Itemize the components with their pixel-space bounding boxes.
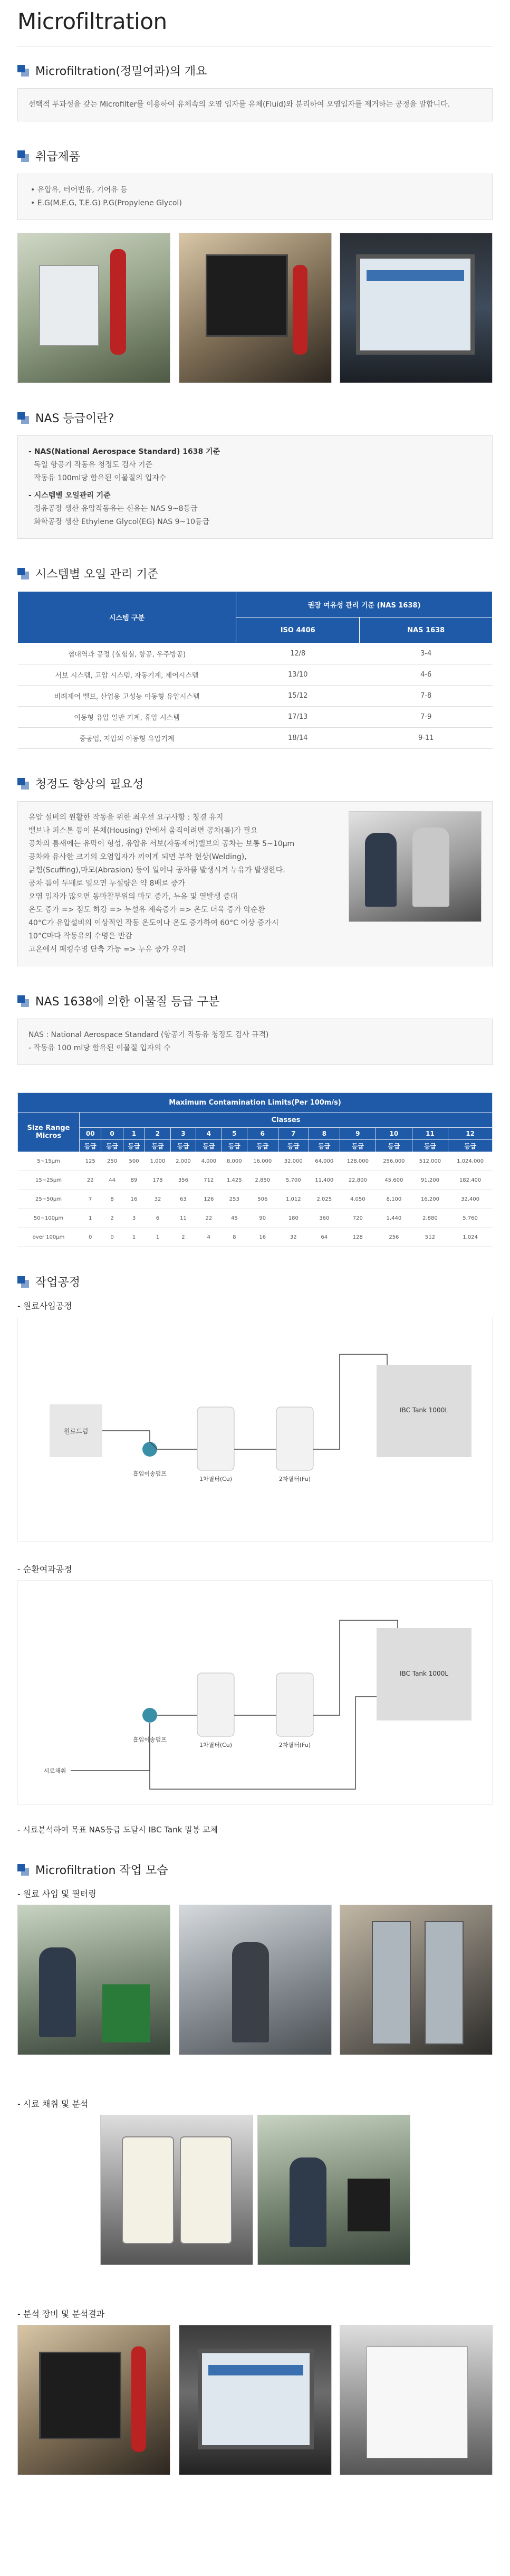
class-header: 1: [123, 1128, 145, 1140]
nas-intro-box: [17, 435, 493, 539]
grade-header: 등급: [222, 1140, 247, 1152]
limit-cell: 256,000: [376, 1152, 412, 1171]
limit-cell: 1,000: [145, 1152, 170, 1171]
section-square-icon: [17, 1276, 29, 1288]
system-table-cell: 15/12: [236, 686, 360, 707]
ibc-tank-label: IBC Tank 1000L: [399, 1406, 449, 1414]
section-square-icon: [17, 568, 29, 579]
limit-cell: 8,000: [222, 1152, 247, 1171]
pump-icon: [142, 1442, 157, 1457]
limit-cell: 712: [196, 1171, 222, 1190]
analyzer-screen-photo: [340, 233, 493, 383]
limit-cell: 500: [123, 1152, 145, 1171]
process-sub1: - 원료사입공정: [17, 1299, 493, 1311]
grade-header: 등급: [448, 1140, 493, 1152]
class-header: 8: [309, 1128, 340, 1140]
system-table-row: [18, 728, 493, 749]
products-section: [17, 148, 493, 383]
work-photos-1: [17, 1905, 493, 2055]
limit-cell: 64: [309, 1228, 340, 1247]
col-group: 권장 여유성 관리 기준 (NAS 1638): [236, 592, 493, 617]
system-table-cell: 9-11: [360, 728, 493, 749]
grade-header: 등급: [340, 1140, 376, 1152]
equipment-photo: [179, 233, 332, 383]
need-line: 밸브나 피스톤 등이 본체(Housing) 안에서 움직이려면 공차(틈)가 필요: [28, 826, 258, 835]
raw-input-flow: [18, 1317, 492, 1541]
grade-header: 등급: [145, 1140, 170, 1152]
limit-cell: 256: [376, 1228, 412, 1247]
limit-cell: 506: [247, 1190, 278, 1209]
limit-cell: 64,000: [309, 1152, 340, 1171]
limit-cell: 32,000: [278, 1152, 309, 1171]
limit-cell: 2,000: [170, 1152, 196, 1171]
pump-label: 흡입이송펌프: [133, 1470, 167, 1477]
products-photos: [17, 233, 493, 383]
overview-title: Microfiltration(정밀여과)의 개요: [35, 65, 207, 78]
limit-cell: 32: [145, 1190, 170, 1209]
contamination-table: [17, 1092, 493, 1247]
system-table-row: [18, 707, 493, 728]
class-header: 12: [448, 1128, 493, 1140]
contamination-row: [18, 1209, 493, 1228]
system-table-cell: 이동형 유압 일반 기계, 휴압 시스템: [18, 707, 236, 728]
nas-class-box: [17, 1019, 493, 1065]
class-header: 2: [145, 1128, 170, 1140]
need-line: 긁힘(Scuffing),마모(Abrasion) 등이 일어나 공차를 발생시켜 누유가 발생한다.: [28, 866, 285, 874]
grade-header: 등급: [247, 1140, 278, 1152]
limit-cell: 91,200: [412, 1171, 448, 1190]
work-photo: [179, 1905, 332, 2055]
analyzer-case-photo: [17, 2325, 170, 2475]
limit-cell: 22: [80, 1171, 101, 1190]
limit-cell: 8: [222, 1228, 247, 1247]
system-table: [17, 591, 493, 749]
work-section: [17, 1861, 493, 2475]
section-square-icon: [17, 778, 29, 790]
filter1-label: 1차필터(Cu): [199, 1476, 233, 1482]
limit-cell: 182,400: [448, 1171, 493, 1190]
col-iso: ISO 4406: [236, 617, 360, 643]
overview-box: [17, 88, 493, 121]
analyzer-screen-photo: [179, 2325, 332, 2475]
contamination-row: [18, 1190, 493, 1209]
sample-label: 시료채취: [43, 1767, 66, 1774]
nas-head: - NAS(National Aerospace Standard) 1638 기준: [28, 448, 220, 456]
limit-cell: 4,050: [340, 1190, 376, 1209]
filter2-label: 2차필터(Fu): [278, 1742, 311, 1748]
need-line: 유압 설비의 원활한 작동을 위한 최우선 요구사항 : 청결 유지: [28, 813, 224, 822]
raw-input-diagram: [17, 1317, 493, 1542]
pump-icon: [142, 1708, 157, 1723]
nas-head: - 시스템별 오일관리 기준: [28, 491, 111, 500]
limit-cell: 16,000: [247, 1152, 278, 1171]
filter2-label: 2차필터(Fu): [278, 1476, 311, 1482]
size-range-cell: over 100μm: [18, 1228, 80, 1247]
limit-cell: 1,024,000: [448, 1152, 493, 1171]
limit-cell: 180: [278, 1209, 309, 1228]
circulation-flow: [18, 1581, 492, 1804]
limit-cell: 253: [222, 1190, 247, 1209]
need-line: 10°C마다 작동유의 수명은 반감: [28, 932, 132, 940]
class-header: 6: [247, 1128, 278, 1140]
page-title: Microfiltration: [17, 0, 493, 46]
grade-header: 등급: [123, 1140, 145, 1152]
limit-cell: 178: [145, 1171, 170, 1190]
system-table-cell: 비례제어 밸브, 산업용 고성능 이동형 유압시스템: [18, 686, 236, 707]
section-square-icon: [17, 150, 29, 162]
system-table-cell: 18/14: [236, 728, 360, 749]
analysis-photo: [257, 2115, 410, 2265]
nas-line: 정유공장 생산 유압작동유는 신유는 NAS 9~8등급: [34, 505, 198, 513]
filter1-vessel: [197, 1673, 234, 1736]
limit-cell: 250: [101, 1152, 123, 1171]
products-box: [17, 174, 493, 220]
limit-cell: 2: [101, 1209, 123, 1228]
filter2-vessel: [276, 1673, 313, 1736]
nas-class-title: NAS 1638에 의한 이물질 등급 구분: [35, 995, 219, 1009]
limit-cell: 89: [123, 1171, 145, 1190]
limit-cell: 6: [145, 1209, 170, 1228]
limit-cell: 1: [123, 1228, 145, 1247]
nas-class-line: - 작동유 100 ml당 함유된 이물질 입자의 수: [28, 1044, 171, 1052]
limit-cell: 8,100: [376, 1190, 412, 1209]
limit-cell: 356: [170, 1171, 196, 1190]
pump-label: 흡입이송펌프: [133, 1736, 167, 1743]
limit-cell: 5,700: [278, 1171, 309, 1190]
limit-cell: 2,025: [309, 1190, 340, 1209]
need-line: 공차의 틈새에는 유막이 형성, 유압유 서보(자동제어)밸브의 공차는 보통 5~10μm: [28, 840, 295, 848]
work-title: Microfiltration 작업 모습: [35, 1864, 168, 1877]
system-table-cell: 7-9: [360, 707, 493, 728]
pipe-line: [71, 1723, 150, 1771]
system-table-row: [18, 686, 493, 707]
product-item: • 유압유, 터어빈유, 기어유 등: [31, 184, 482, 197]
limit-cell: 2,880: [412, 1209, 448, 1228]
size-range-cell: 15~25μm: [18, 1171, 80, 1190]
need-line: 온도 증가 => 점도 하강 => 누설유 계속증가 => 온도 더욱 증가 악순환: [28, 906, 265, 914]
nas-class-section: [17, 993, 493, 1247]
need-line: 오염 입자가 많으면 동마찰부위의 마모 증가, 누유 및 열발생 증대: [28, 892, 238, 901]
limit-cell: 63: [170, 1190, 196, 1209]
work-sub3: - 분석 장비 및 분석결과: [17, 2307, 493, 2320]
limit-cell: 1,425: [222, 1171, 247, 1190]
system-table-cell: 서보 시스템, 고압 시스템, 자동기계, 제어시스템: [18, 664, 236, 686]
system-table-row: [18, 643, 493, 664]
nas-line: 작동유 100ml당 함유된 이물질의 입자수: [34, 474, 167, 482]
system-table-cell: 중공업, 저압의 이동형 유압기계: [18, 728, 236, 749]
limit-cell: 2,850: [247, 1171, 278, 1190]
section-square-icon: [17, 412, 29, 424]
system-table-cell: 7-8: [360, 686, 493, 707]
sample-jar-photo: [100, 2115, 253, 2265]
limit-cell: 32: [278, 1228, 309, 1247]
system-table-cell: 협대역과 공정 (실험실, 항공, 우주방공): [18, 643, 236, 664]
contamination-row: [18, 1152, 493, 1171]
limit-cell: 126: [196, 1190, 222, 1209]
ibc-tank-label: IBC Tank 1000L: [399, 1670, 449, 1677]
work-photo: [340, 1905, 493, 2055]
limit-cell: 90: [247, 1209, 278, 1228]
limit-cell: 1,024: [448, 1228, 493, 1247]
limit-cell: 720: [340, 1209, 376, 1228]
limit-cell: 4,000: [196, 1152, 222, 1171]
class-header: 7: [278, 1128, 309, 1140]
nas-line: 화학공장 생산 Ethylene Glycol(EG) NAS 9~10등급: [34, 518, 210, 526]
limit-cell: 11: [170, 1209, 196, 1228]
grade-header: 등급: [196, 1140, 222, 1152]
work-photos-2: [17, 2115, 493, 2265]
section-square-icon: [17, 1864, 29, 1876]
limit-cell: 3: [123, 1209, 145, 1228]
limit-cell: 0: [80, 1228, 101, 1247]
overview-section: [17, 62, 493, 121]
system-table-title: 시스템별 오일 관리 기준: [35, 568, 159, 581]
limit-cell: 45: [222, 1209, 247, 1228]
limit-cell: 1,012: [278, 1190, 309, 1209]
filter2-vessel: [276, 1407, 313, 1470]
class-header: 0: [101, 1128, 123, 1140]
limit-cell: 8: [101, 1190, 123, 1209]
nas-intro-title: NAS 등급이란?: [35, 412, 114, 425]
contamination-row: [18, 1171, 493, 1190]
process-sub2: - 순환여과공정: [17, 1563, 493, 1575]
class-header: 00: [80, 1128, 101, 1140]
nas-class-line: NAS : National Aerospace Standard (항공기 작동유 청정도 검사 규격): [28, 1031, 269, 1039]
product-item: • E.G(M.E.G, T.E.G) P.G(Propylene Glycol): [31, 197, 482, 210]
limit-cell: 45,600: [376, 1171, 412, 1190]
work-sub2: - 시료 채취 및 분석: [17, 2097, 493, 2109]
system-table-cell: 3-4: [360, 643, 493, 664]
grade-header: 등급: [412, 1140, 448, 1152]
work-photos-3: [17, 2325, 493, 2475]
system-table-cell: 13/10: [236, 664, 360, 686]
grade-header: 등급: [376, 1140, 412, 1152]
products-title: 취급제품: [35, 150, 81, 164]
limit-cell: 128,000: [340, 1152, 376, 1171]
result-printout-photo: [340, 2325, 493, 2475]
limit-cell: 5,760: [448, 1209, 493, 1228]
size-range-cell: 25~50μm: [18, 1190, 80, 1209]
limit-cell: 22,800: [340, 1171, 376, 1190]
size-range-cell: 5~15μm: [18, 1152, 80, 1171]
limit-cell: 4: [196, 1228, 222, 1247]
limit-cell: 16,200: [412, 1190, 448, 1209]
grade-header: 등급: [278, 1140, 309, 1152]
system-table-cell: 17/13: [236, 707, 360, 728]
filter1-vessel: [197, 1407, 234, 1470]
limit-cell: 128: [340, 1228, 376, 1247]
system-table-row: [18, 664, 493, 686]
process-section: [17, 1273, 493, 1835]
nas-line: 독일 항공기 작동유 청정도 검사 기준: [34, 461, 153, 469]
limit-cell: 7: [80, 1190, 101, 1209]
workers-photo: [349, 811, 482, 922]
size-range-cell: 50~100μm: [18, 1209, 80, 1228]
circulation-diagram: [17, 1580, 493, 1805]
section-square-icon: [17, 995, 29, 1007]
process-note: - 시료분석하여 목표 NAS등급 도달시 IBC Tank 밀봉 교체: [17, 1824, 493, 1835]
limit-cell: 16: [247, 1228, 278, 1247]
class-header: 11: [412, 1128, 448, 1140]
contamination-row: [18, 1228, 493, 1247]
nas-intro-section: [17, 410, 493, 539]
grade-header: 등급: [80, 1140, 101, 1152]
system-table-cell: 4-6: [360, 664, 493, 686]
class-header: 4: [196, 1128, 222, 1140]
need-line: 고온에서 패킹수명 단축 가능 => 누유 증가 우려: [28, 945, 186, 954]
class-header: 9: [340, 1128, 376, 1140]
work-sub1: - 원료 사입 및 필터링: [17, 1887, 493, 1899]
limit-cell: 1,440: [376, 1209, 412, 1228]
class-header: 3: [170, 1128, 196, 1140]
contamination-table-title: Maximum Contamination Limits(Per 100m/s): [18, 1093, 493, 1113]
need-box: [17, 801, 493, 966]
pipe-line: [150, 1431, 197, 1449]
size-range-label: Size Range Micros: [18, 1113, 80, 1152]
return-line: [150, 1697, 377, 1789]
section-square-icon: [17, 65, 29, 77]
system-table-cell: 12/8: [236, 643, 360, 664]
limit-cell: 1: [80, 1209, 101, 1228]
need-line: 공차와 유사한 크기의 오염입자가 끼이게 되면 부착 현상(Welding),: [28, 853, 247, 861]
need-line: 공차 틈이 두배로 일으면 누설량은 약 8배로 증가: [28, 879, 186, 888]
limit-cell: 512,000: [412, 1152, 448, 1171]
limit-cell: 1: [145, 1228, 170, 1247]
limit-cell: 125: [80, 1152, 101, 1171]
overview-text: 선택적 투과성을 갖는 Microfilter를 이용하여 유체속의 오염 입자를 유체(Fluid)와 분리하여 오염입자를 제거하는 공정을 말합니다.: [28, 100, 450, 109]
grade-header: 등급: [309, 1140, 340, 1152]
work-photo: [17, 1905, 170, 2055]
limit-cell: 2: [170, 1228, 196, 1247]
limit-cell: 44: [101, 1171, 123, 1190]
filter1-label: 1차필터(Cu): [199, 1742, 233, 1748]
class-header: 10: [376, 1128, 412, 1140]
grade-header: 등급: [170, 1140, 196, 1152]
limit-cell: 32,400: [448, 1190, 493, 1209]
need-line: 40°C가 유압설비의 이상적인 작동 온도이나 온도 증가하여 60°C 이상 증가시: [28, 919, 279, 927]
col-nas: NAS 1638: [360, 617, 493, 643]
need-title: 청정도 향상의 필요성: [35, 778, 144, 791]
limit-cell: 0: [101, 1228, 123, 1247]
need-text: [28, 811, 294, 956]
class-header: 5: [222, 1128, 247, 1140]
need-section: [17, 775, 493, 966]
raw-drum-label: 원료드럼: [63, 1428, 89, 1435]
pipe-line: [313, 1354, 387, 1449]
process-title: 작업공정: [35, 1276, 81, 1289]
grade-header: 등급: [101, 1140, 123, 1152]
limit-cell: 22: [196, 1209, 222, 1228]
limit-cell: 11,400: [309, 1171, 340, 1190]
col-system: 시스템 구분: [18, 592, 236, 643]
classes-label: Classes: [80, 1113, 493, 1128]
limit-cell: 16: [123, 1190, 145, 1209]
equipment-photo: [17, 233, 170, 383]
system-table-section: [17, 565, 493, 749]
limit-cell: 512: [412, 1228, 448, 1247]
limit-cell: 360: [309, 1209, 340, 1228]
